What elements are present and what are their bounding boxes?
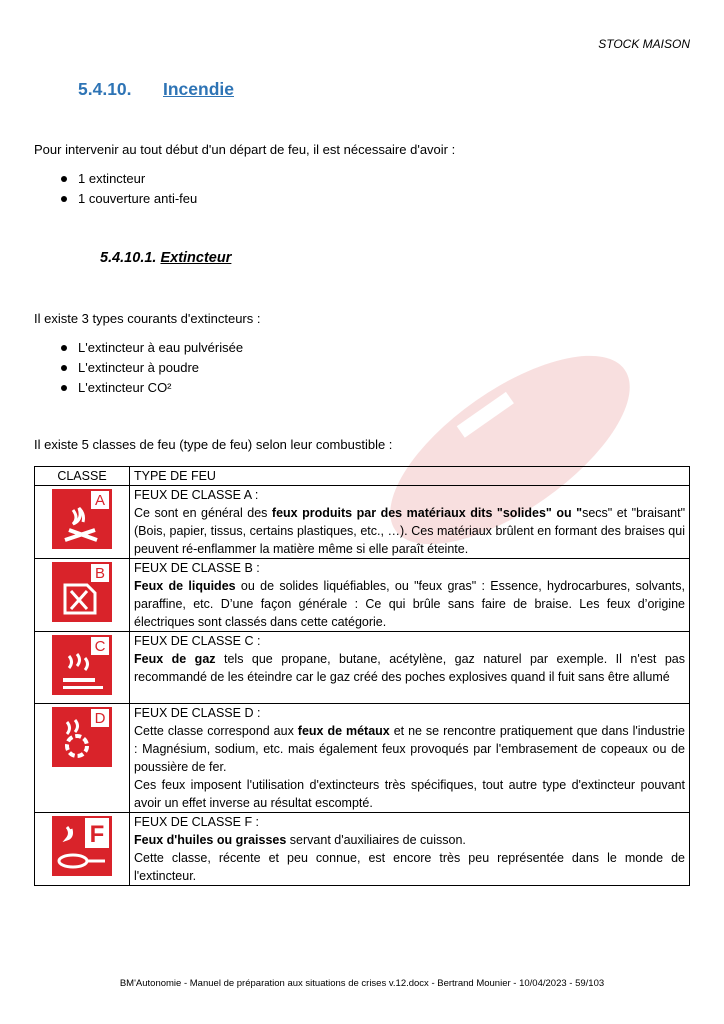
class-a-description [130,486,690,559]
text: ou de solides liquéfiables, ou "feux gras" : Essence, hydrocarbures, solvants, paraffine, etc. D’une façon générale : Ce qui brûle sans faire de braise. Les feux d’origine électriques sont classés dans cette catégorie. [134,579,686,629]
table-row [35,486,690,559]
column-header-type: TYPE DE FEU [130,467,690,486]
list-item: L'extincteur à poudre [34,358,243,378]
subsection-heading [100,250,231,266]
text: servant d'auxiliaires de cuisson. [286,833,466,847]
list-item: L'extincteur CO² [34,378,243,398]
types-intro: Il existe 3 types courants d'extincteurs : [34,311,261,326]
fire-class-a-icon [51,488,113,550]
fire-class-d-icon [51,706,113,768]
fire-class-c-icon [51,634,113,696]
section-number: 5.4.10. [78,79,132,99]
class-c-description [130,632,690,704]
text: tels que propane, butane, acétylène, gaz naturel par exemple. Il n'est pas recommandé de les éteindre car le gaz créé des poches explosives quand il fuit sans être allumé [134,652,685,684]
class-note: Cette classe, récente et peu connue, est encore très peu représentée dans le monde de l'extincteur. [134,851,685,883]
class-b-cell [35,559,130,632]
subsection-number: 5.4.10.1. [100,250,157,266]
class-title: FEUX DE CLASSE C : [134,634,261,648]
text: secs" et "braisant" (Bois, papier, tissus, certains plastiques, etc., …). Ces matériaux brûlent en formant des braises qui peuvent ré-enflammer la matière même si elle paraît éteinte. [134,506,686,556]
fire-class-f-icon [51,815,113,877]
page-footer: BM'Autonomie - Manuel de préparation aux situations de crises v.12.docx - Bertrand Mounier - 10/04/2023 - 59/103 [119,978,605,989]
table-row [35,632,690,704]
class-d-cell [35,704,130,813]
equipment-list [34,169,197,209]
table-header-row [35,467,690,486]
class-title: FEUX DE CLASSE D : [134,706,261,720]
emphasis: Feux d'huiles ou graisses [134,833,287,847]
class-letter: A [94,492,106,509]
list-item: 1 couverture anti-feu [34,189,197,209]
class-letter: F [89,821,105,848]
fire-class-b-icon [51,561,113,623]
class-title: FEUX DE CLASSE F : [134,815,260,829]
list-item: L'extincteur à eau pulvérisée [34,338,243,358]
table-row [35,813,690,886]
emphasis: feux de métaux [297,724,390,738]
list-item: 1 extincteur [34,169,197,189]
intro-paragraph: Pour intervenir au tout début d'un départ de feu, il est nécessaire d'avoir : [34,142,456,157]
text: Ce sont en général des [134,506,272,520]
class-d-description [130,704,690,813]
class-title: FEUX DE CLASSE B : [134,561,260,575]
table-row [35,559,690,632]
class-letter: B [94,565,106,582]
class-b-description [130,559,690,632]
class-a-cell [35,486,130,559]
class-f-cell [35,813,130,886]
class-title: FEUX DE CLASSE A : [134,488,259,502]
fire-classes-table [34,466,690,886]
class-note: Ces feux imposent l'utilisation d'extincteurs très spécifiques, tout autre type d'extincteur pouvant avoir un effet inverse au résultat escompté. [134,778,685,810]
class-c-cell [35,632,130,704]
section-title: Incendie [163,79,234,99]
emphasis: Feux de gaz [134,652,216,666]
section-heading [78,79,234,100]
classes-intro: Il existe 5 classes de feu (type de feu) selon leur combustible : [34,437,393,452]
column-header-class: CLASSE [35,467,130,486]
class-letter: D [94,710,106,727]
emphasis: Feux de liquides [134,579,236,593]
emphasis: feux produits par des matériaux dits "solides" ou " [271,506,583,520]
class-f-description [130,813,690,886]
class-letter: C [94,638,106,655]
running-header: STOCK MAISON [598,37,690,51]
text: Cette classe correspond aux [134,724,298,738]
extinguisher-types-list [34,338,243,398]
subsection-title: Extincteur [160,250,232,266]
text: et ne se rencontre pratiquement que dans l'industrie : Magnésium, sodium, etc. mais également feux provoqués par l'embrasement de copeaux ou de poussière de fer. [134,724,685,774]
table-row [35,704,690,813]
